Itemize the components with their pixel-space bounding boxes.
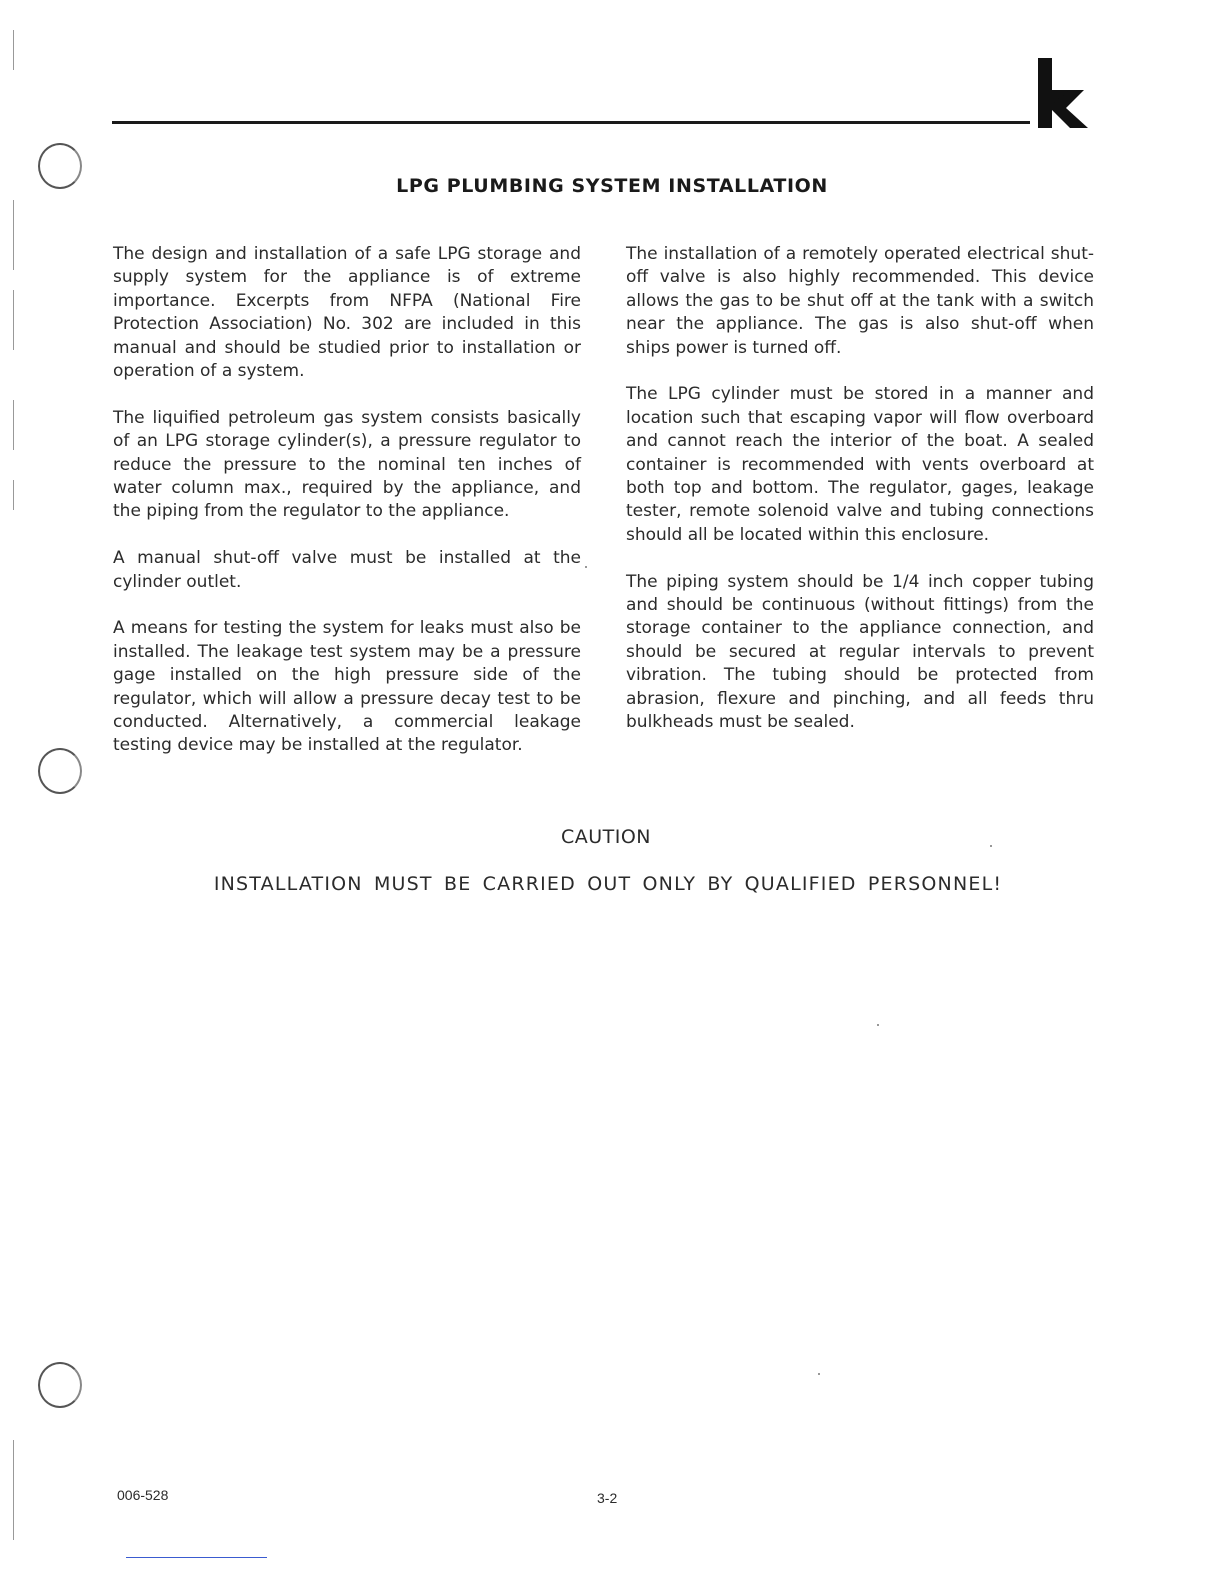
paragraph: The design and installation of a safe LPG storage and supply system for the appliance is of extreme importance. Excerpts from NFPA (National Fire Protection Association) No. 302 are included in this manual and should be studied prior to installation or operation of a system. (113, 244, 581, 382)
scan-speck (585, 566, 587, 568)
scan-edge-mark (13, 1440, 14, 1540)
binder-hole-icon (38, 748, 82, 794)
scan-edge-mark (13, 200, 14, 270)
right-column (626, 243, 1094, 758)
paragraph: The liquified petroleum gas system consists basically of an LPG storage cylinder(s), a pressure regulator to reduce the pressure to the nominal ten inches of water column max., required by the appliance, and the piping from the regulator to the appliance. (113, 407, 581, 522)
caution-label: CAUTION (560, 826, 652, 848)
binder-hole-icon (38, 1362, 82, 1408)
scan-speck (818, 1373, 820, 1375)
doc-number: 006-528 (117, 1487, 169, 1503)
scan-edge-mark (13, 290, 14, 350)
paragraph: The LPG cylinder must be stored in a manner and location such that escaping vapor will flow overboard and cannot reach the interior of the boat. A sealed container is recommended with vents overboard at both top and bottom. The regulator, gages, leakage tester, remote solenoid valve and tubing connections should all be located within this enclosure. (626, 384, 1094, 545)
k-logo-icon (1030, 52, 1096, 132)
paragraph: The installation of a remotely operated electrical shut-off valve is also highly recommended. This device allows the gas to be shut off at the tank with a switch near the appliance. The gas is also shut-off when ships power is turned off. (626, 244, 1094, 358)
bottom-underline (126, 1557, 267, 1558)
paragraph: The piping system should be 1/4 inch copper tubing and should be continuous (without fittings) from the storage container to the appliance connection, and should be secured at regular intervals to prevent vibration. The tubing should be protected from abrasion, flexure and pinching, and all feeds thru bulkheads must be sealed. (626, 571, 1094, 733)
scan-edge-mark (13, 480, 14, 510)
page-number: 3-2 (597, 1490, 618, 1506)
page-title: LPG PLUMBING SYSTEM INSTALLATION (396, 175, 828, 197)
paragraph: A manual shut-off valve must be installed at the cylinder outlet. (113, 548, 581, 592)
caution-text: INSTALLATION MUST BE CARRIED OUT ONLY BY QUALIFIED PERSONNEL! (213, 873, 1003, 895)
scan-edge-mark (13, 400, 14, 450)
scan-edge-mark (13, 30, 14, 70)
scan-speck (877, 1024, 879, 1026)
header-rule (112, 121, 1030, 124)
left-column (113, 243, 581, 781)
paragraph: A means for testing the system for leaks must also be installed. The leakage test system may be a pressure gage installed on the high pressure side of the regulator, which will allow a pressure decay test to be conducted. Alternatively, a commercial leakage testing device may be installed at the regulator. (113, 618, 581, 756)
